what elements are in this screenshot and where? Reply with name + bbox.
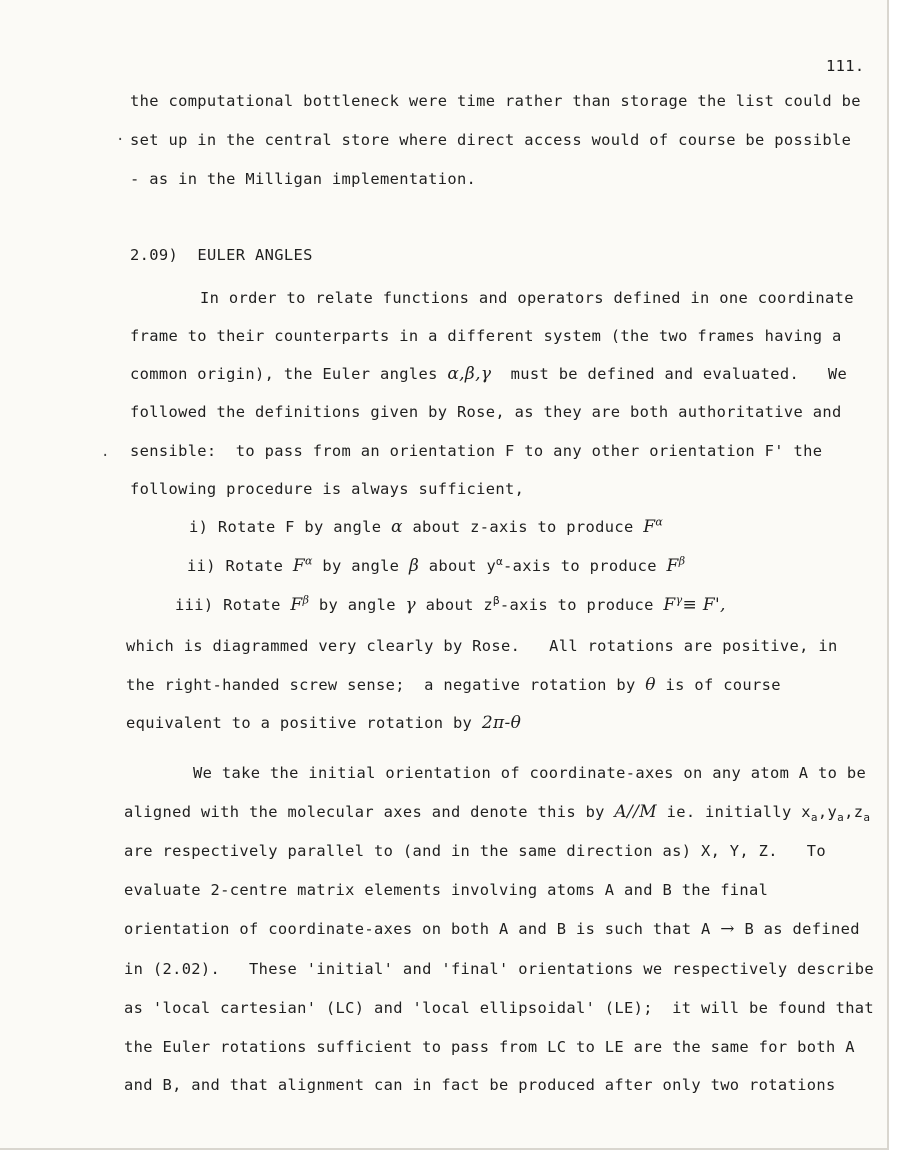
text-line: We take the initial orientation of coordinate-axes on any atom A to be bbox=[193, 764, 867, 782]
text-line: as 'local cartesian' (LC) and 'local ellipsoidal' (LE); it will be found that bbox=[124, 999, 875, 1017]
section-number: 2.09) bbox=[130, 246, 179, 264]
text-line: in (2.02). These 'initial' and 'final' orientations we respectively describe bbox=[124, 960, 875, 978]
text-line: - as in the Milligan implementation. bbox=[130, 170, 477, 188]
text-line: which is diagrammed very clearly by Rose. All rotations are positive, in bbox=[126, 637, 838, 655]
text-line: are respectively parallel to (and in the same direction as) X, Y, Z. To bbox=[124, 842, 826, 860]
text-line: following procedure is always sufficient, bbox=[130, 480, 525, 498]
text-line: sensible: to pass from an orientation F to any other orientation F' the bbox=[130, 442, 823, 460]
text-line: In order to relate functions and operators defined in one coordinate bbox=[200, 289, 854, 307]
arrow-symbol: → bbox=[720, 919, 735, 939]
text-line: evaluate 2-centre matrix elements involving atoms A and B the final bbox=[124, 881, 769, 899]
euler-angles-symbols: α,β,γ bbox=[447, 364, 492, 384]
text-line: equivalent to a positive rotation by 2π-θ bbox=[126, 713, 522, 733]
rotation-step-1: i) Rotate F by angle α about z-axis to produce $F^\alpha$ bbox=[189, 515, 664, 537]
text-line: followed the definitions given by Rose, as they are both authoritative and bbox=[130, 403, 842, 421]
text-line: common origin), the Euler angles α,β,γ must be defined and evaluated. We bbox=[130, 364, 848, 384]
text-line: set up in the central store where direct access would of course be possible bbox=[130, 131, 852, 149]
text-line: the Euler rotations sufficient to pass from LC to LE are the same for both A bbox=[124, 1038, 855, 1056]
text-line: the computational bottleneck were time rather than storage the list could be bbox=[130, 92, 861, 110]
section-heading bbox=[130, 245, 313, 265]
stray-mark: · bbox=[116, 132, 125, 148]
page-number: 111. bbox=[826, 57, 865, 75]
stray-mark: · bbox=[101, 448, 110, 464]
text-line: and B, and that alignment can in fact be produced after only two rotations bbox=[124, 1076, 836, 1094]
rotation-step-3: iii) Rotate $F^\beta$ by angle γ about $z^\beta$-axis to produce $F^\gamma\equiv F'$, bbox=[175, 593, 726, 615]
text-line: the right-handed screw sense; a negative rotation by θ is of course bbox=[126, 675, 781, 695]
section-title: EULER ANGLES bbox=[197, 246, 313, 264]
rotation-step-2: ii) Rotate $F^\alpha$ by angle β about $y^\alpha$-axis to produce $F^\beta$ bbox=[187, 554, 686, 576]
text-line: aligned with the molecular axes and denote this by A//M ie. initially $x_a,y_a,z_a$ bbox=[124, 802, 871, 825]
text-line: frame to their counterparts in a different system (the two frames having a bbox=[130, 327, 842, 345]
text-line: orientation of coordinate-axes on both A and B is such that A → B as defined bbox=[124, 919, 860, 939]
